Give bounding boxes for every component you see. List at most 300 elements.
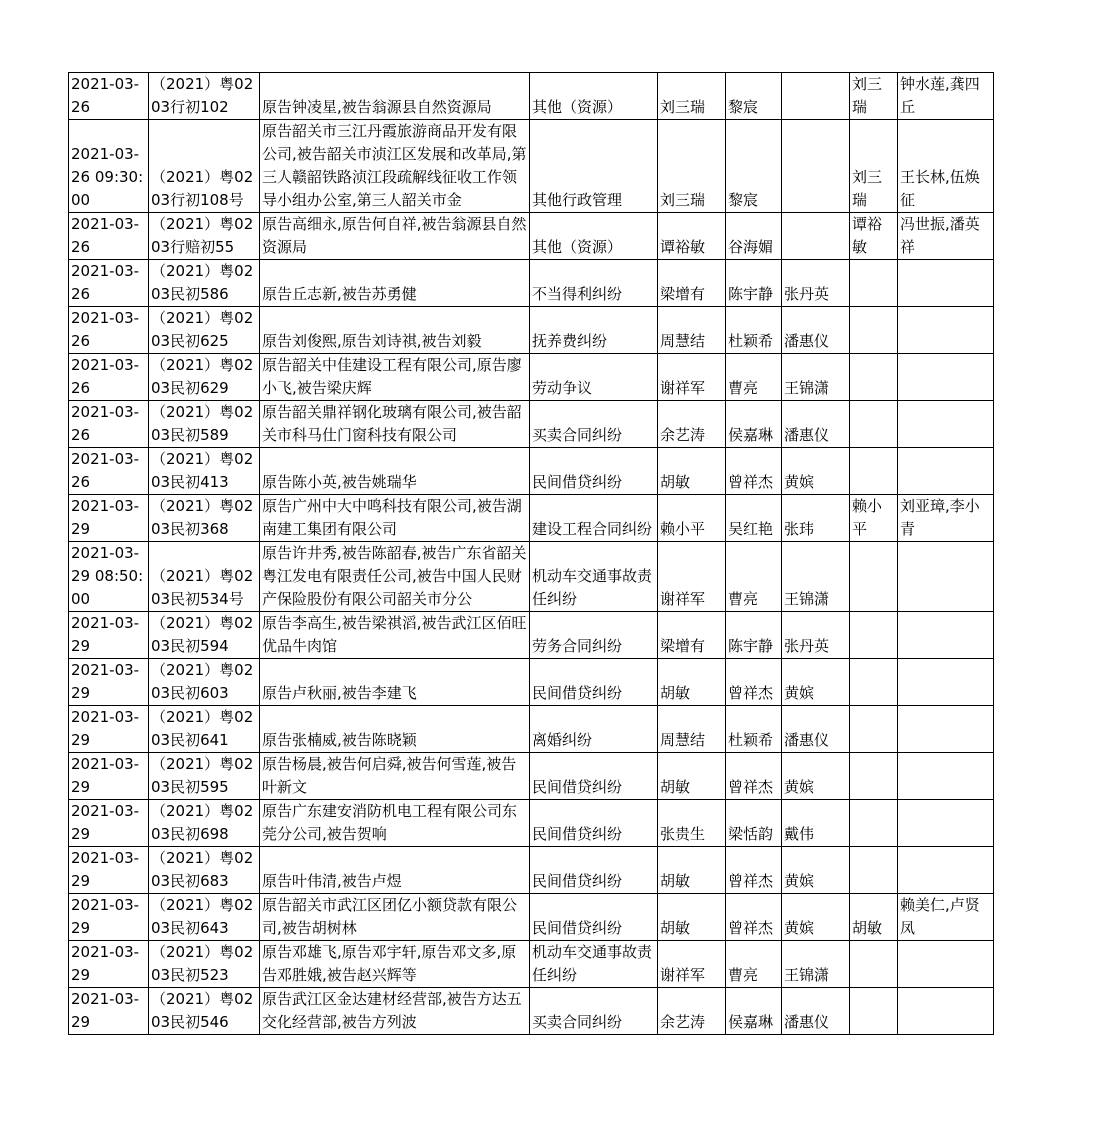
cause-cell xyxy=(530,260,658,307)
presiding-cell xyxy=(850,120,898,213)
cause-cell xyxy=(530,401,658,448)
judge-cell xyxy=(658,800,726,847)
juror1-cell xyxy=(726,800,782,847)
juror1-cell xyxy=(726,847,782,894)
judge-cell xyxy=(658,847,726,894)
date-text: 2021-03-26 xyxy=(71,356,140,397)
date-text: 2021-03-26 xyxy=(71,215,140,256)
judge-cell xyxy=(658,213,726,260)
juror1-text: 曹亮 xyxy=(728,590,759,608)
juror1-cell xyxy=(726,448,782,495)
date-text: 2021-03-26 xyxy=(71,75,140,116)
cause-cell xyxy=(530,612,658,659)
parties-text: 原告钟凌星,被告翁源县自然资源局 xyxy=(262,98,492,116)
presiding-cell xyxy=(850,612,898,659)
case-number-cell xyxy=(149,354,260,401)
cause-cell xyxy=(530,706,658,753)
date-text: 2021-03-26 xyxy=(71,309,140,350)
case-number-cell xyxy=(149,213,260,260)
juror2-text: 黄嫔 xyxy=(784,473,815,491)
parties-cell xyxy=(260,894,530,941)
parties-text: 原告邓雄飞,原告邓宇轩,原告邓文多,原告邓胜娥,被告赵兴辉等 xyxy=(262,943,517,984)
table-row xyxy=(69,401,994,448)
clerk-cell xyxy=(898,847,994,894)
parties-cell xyxy=(260,753,530,800)
cause-cell xyxy=(530,448,658,495)
juror1-text: 黎宸 xyxy=(728,191,759,209)
judge-text: 胡敏 xyxy=(660,473,691,491)
cause-cell xyxy=(530,495,658,542)
juror1-text: 陈宇静 xyxy=(728,285,774,303)
case-number-text: （2021）粤0203民初586 xyxy=(151,262,254,303)
judge-cell xyxy=(658,354,726,401)
cause-cell xyxy=(530,307,658,354)
court-schedule-table xyxy=(68,72,994,1035)
cause-text: 买卖合同纠纷 xyxy=(532,426,623,444)
parties-cell xyxy=(260,847,530,894)
cause-text: 机动车交通事故责任纠纷 xyxy=(532,567,653,608)
presiding-text: 胡敏 xyxy=(852,919,883,937)
clerk-cell xyxy=(898,213,994,260)
clerk-cell xyxy=(898,448,994,495)
judge-text: 谢祥军 xyxy=(660,590,706,608)
presiding-cell xyxy=(850,448,898,495)
cause-text: 民间借贷纠纷 xyxy=(532,778,623,796)
cause-cell xyxy=(530,753,658,800)
parties-text: 原告刘俊熙,原告刘诗祺,被告刘毅 xyxy=(262,332,482,350)
juror2-cell xyxy=(782,354,850,401)
date-cell xyxy=(69,354,149,401)
case-number-cell xyxy=(149,659,260,706)
date-text: 2021-03-29 xyxy=(71,497,140,538)
parties-cell xyxy=(260,73,530,120)
presiding-cell xyxy=(850,800,898,847)
judge-text: 周慧结 xyxy=(660,731,706,749)
clerk-cell xyxy=(898,495,994,542)
parties-text: 原告韶关市武江区团亿小额贷款有限公司,被告胡树林 xyxy=(262,896,518,937)
juror2-cell xyxy=(782,448,850,495)
juror2-cell xyxy=(782,847,850,894)
parties-cell xyxy=(260,659,530,706)
case-number-cell xyxy=(149,307,260,354)
judge-text: 赖小平 xyxy=(660,520,706,538)
juror2-cell xyxy=(782,120,850,213)
date-cell xyxy=(69,659,149,706)
table-body xyxy=(69,73,994,1035)
judge-text: 谭裕敏 xyxy=(660,238,706,256)
cause-text: 其他（资源） xyxy=(532,238,623,256)
juror2-text: 潘惠仪 xyxy=(784,426,830,444)
parties-cell xyxy=(260,213,530,260)
juror1-text: 曹亮 xyxy=(728,379,759,397)
juror1-cell xyxy=(726,354,782,401)
judge-text: 余艺涛 xyxy=(660,426,706,444)
case-number-cell xyxy=(149,847,260,894)
judge-text: 刘三瑞 xyxy=(660,191,706,209)
juror2-text: 黄嫔 xyxy=(784,684,815,702)
juror1-cell xyxy=(726,307,782,354)
cause-text: 其他（资源） xyxy=(532,98,623,116)
clerk-cell xyxy=(898,260,994,307)
parties-text: 原告叶伟清,被告卢煜 xyxy=(262,872,402,890)
date-text: 2021-03-26 09:30:00 xyxy=(71,145,144,209)
case-number-cell xyxy=(149,401,260,448)
cause-text: 不当得利纠纷 xyxy=(532,285,623,303)
judge-cell xyxy=(658,307,726,354)
cause-text: 抚养费纠纷 xyxy=(532,332,608,350)
case-number-text: （2021）粤0203民初629 xyxy=(151,356,254,397)
parties-text: 原告陈小英,被告姚瑞华 xyxy=(262,473,417,491)
cause-text: 民间借贷纠纷 xyxy=(532,684,623,702)
juror1-text: 曹亮 xyxy=(728,966,759,984)
parties-cell xyxy=(260,941,530,988)
date-cell xyxy=(69,847,149,894)
table-row xyxy=(69,847,994,894)
clerk-cell xyxy=(898,988,994,1035)
date-cell xyxy=(69,73,149,120)
table-row xyxy=(69,988,994,1035)
juror2-text: 张玮 xyxy=(784,520,815,538)
date-cell xyxy=(69,542,149,612)
judge-text: 谢祥军 xyxy=(660,966,706,984)
case-number-cell xyxy=(149,800,260,847)
cause-cell xyxy=(530,894,658,941)
table-row xyxy=(69,542,994,612)
case-number-cell xyxy=(149,260,260,307)
date-cell xyxy=(69,988,149,1035)
clerk-cell xyxy=(898,354,994,401)
table-row xyxy=(69,213,994,260)
date-cell xyxy=(69,260,149,307)
cause-text: 劳动争议 xyxy=(532,379,593,397)
parties-cell xyxy=(260,988,530,1035)
presiding-cell xyxy=(850,894,898,941)
cause-text: 建设工程合同纠纷 xyxy=(532,520,653,538)
juror2-cell xyxy=(782,894,850,941)
cause-cell xyxy=(530,354,658,401)
judge-text: 周慧结 xyxy=(660,332,706,350)
juror1-cell xyxy=(726,213,782,260)
juror2-cell xyxy=(782,495,850,542)
table-row xyxy=(69,495,994,542)
date-text: 2021-03-29 08:50:00 xyxy=(71,544,144,608)
judge-cell xyxy=(658,120,726,213)
parties-cell xyxy=(260,800,530,847)
juror1-cell xyxy=(726,988,782,1035)
parties-text: 原告韶关中佳建设工程有限公司,原告廖小飞,被告梁庆辉 xyxy=(262,356,522,397)
date-text: 2021-03-29 xyxy=(71,755,140,796)
judge-text: 梁增有 xyxy=(660,637,706,655)
juror2-text: 潘惠仪 xyxy=(784,731,830,749)
cause-text: 民间借贷纠纷 xyxy=(532,825,623,843)
juror1-cell xyxy=(726,495,782,542)
parties-text: 原告卢秋丽,被告李建飞 xyxy=(262,684,417,702)
cause-text: 离婚纠纷 xyxy=(532,731,593,749)
date-cell xyxy=(69,495,149,542)
clerk-cell xyxy=(898,659,994,706)
case-number-cell xyxy=(149,753,260,800)
juror2-text: 王锦潇 xyxy=(784,966,830,984)
case-number-text: （2021）粤0203民初594 xyxy=(151,614,254,655)
date-cell xyxy=(69,753,149,800)
judge-cell xyxy=(658,706,726,753)
judge-text: 刘三瑞 xyxy=(660,98,706,116)
cause-text: 民间借贷纠纷 xyxy=(532,872,623,890)
juror2-text: 黄嫔 xyxy=(784,778,815,796)
juror2-cell xyxy=(782,307,850,354)
juror2-cell xyxy=(782,706,850,753)
parties-cell xyxy=(260,354,530,401)
juror1-text: 杜颖希 xyxy=(728,332,774,350)
case-number-cell xyxy=(149,495,260,542)
juror1-cell xyxy=(726,73,782,120)
parties-cell xyxy=(260,260,530,307)
parties-cell xyxy=(260,448,530,495)
juror2-text: 张丹英 xyxy=(784,285,830,303)
table-row xyxy=(69,307,994,354)
judge-text: 余艺涛 xyxy=(660,1013,706,1031)
table-row xyxy=(69,659,994,706)
parties-text: 原告李高生,被告梁祺滔,被告武江区佰旺优品牛肉馆 xyxy=(262,614,527,655)
case-number-cell xyxy=(149,448,260,495)
judge-cell xyxy=(658,941,726,988)
presiding-cell xyxy=(850,213,898,260)
cause-cell xyxy=(530,659,658,706)
case-number-text: （2021）粤0203行初102 xyxy=(151,75,254,116)
presiding-cell xyxy=(850,73,898,120)
presiding-cell xyxy=(850,706,898,753)
table-row xyxy=(69,73,994,120)
table-row xyxy=(69,448,994,495)
judge-text: 梁增有 xyxy=(660,285,706,303)
case-number-cell xyxy=(149,941,260,988)
cause-text: 其他行政管理 xyxy=(532,191,623,209)
judge-cell xyxy=(658,260,726,307)
date-cell xyxy=(69,706,149,753)
date-text: 2021-03-29 xyxy=(71,943,140,984)
parties-text: 原告丘志新,被告苏勇健 xyxy=(262,285,417,303)
clerk-cell xyxy=(898,800,994,847)
juror1-cell xyxy=(726,706,782,753)
table-row xyxy=(69,354,994,401)
case-number-cell xyxy=(149,988,260,1035)
cause-cell xyxy=(530,120,658,213)
case-number-text: （2021）粤0203民初625 xyxy=(151,309,254,350)
parties-text: 原告韶关鼎祥钢化玻璃有限公司,被告韶关市科马仕门窗科技有限公司 xyxy=(262,403,522,444)
presiding-cell xyxy=(850,753,898,800)
judge-cell xyxy=(658,659,726,706)
juror2-text: 黄嫔 xyxy=(784,919,815,937)
cause-cell xyxy=(530,213,658,260)
date-text: 2021-03-29 xyxy=(71,990,140,1031)
cause-text: 买卖合同纠纷 xyxy=(532,1013,623,1031)
juror2-text: 潘惠仪 xyxy=(784,1013,830,1031)
cause-text: 民间借贷纠纷 xyxy=(532,473,623,491)
cause-cell xyxy=(530,542,658,612)
juror2-cell xyxy=(782,659,850,706)
presiding-text: 赖小平 xyxy=(852,497,883,538)
juror1-cell xyxy=(726,941,782,988)
judge-cell xyxy=(658,542,726,612)
case-number-text: （2021）粤0203民初698 xyxy=(151,802,254,843)
presiding-cell xyxy=(850,401,898,448)
parties-text: 原告韶关市三江丹霞旅游商品开发有限公司,被告韶关市浈江区发展和改革局,第三人赣韶铁路浈江段疏解线征收工作领导小组办公室,第三人韶关市金 xyxy=(262,122,527,209)
date-text: 2021-03-26 xyxy=(71,450,140,491)
juror1-text: 梁恬韵 xyxy=(728,825,774,843)
clerk-cell xyxy=(898,706,994,753)
case-number-text: （2021）粤0203民初413 xyxy=(151,450,254,491)
case-number-cell xyxy=(149,706,260,753)
date-cell xyxy=(69,120,149,213)
case-number-cell xyxy=(149,894,260,941)
juror1-cell xyxy=(726,894,782,941)
judge-text: 谢祥军 xyxy=(660,379,706,397)
cause-cell xyxy=(530,941,658,988)
date-text: 2021-03-29 xyxy=(71,708,140,749)
table-row xyxy=(69,706,994,753)
juror1-text: 曾祥杰 xyxy=(728,919,774,937)
juror2-cell xyxy=(782,260,850,307)
table-row xyxy=(69,612,994,659)
case-number-text: （2021）粤0203民初641 xyxy=(151,708,254,749)
presiding-cell xyxy=(850,542,898,612)
juror2-text: 戴伟 xyxy=(784,825,815,843)
parties-cell xyxy=(260,495,530,542)
juror1-cell xyxy=(726,753,782,800)
juror1-text: 陈宇静 xyxy=(728,637,774,655)
date-cell xyxy=(69,941,149,988)
judge-cell xyxy=(658,401,726,448)
judge-cell xyxy=(658,495,726,542)
clerk-text: 钟水莲,龚四丘 xyxy=(900,75,980,116)
juror2-cell xyxy=(782,988,850,1035)
juror2-cell xyxy=(782,753,850,800)
judge-text: 张贵生 xyxy=(660,825,706,843)
presiding-text: 刘三瑞 xyxy=(852,75,883,116)
date-cell xyxy=(69,448,149,495)
table-row xyxy=(69,260,994,307)
judge-text: 胡敏 xyxy=(660,872,691,890)
juror1-text: 曾祥杰 xyxy=(728,778,774,796)
juror1-cell xyxy=(726,659,782,706)
clerk-cell xyxy=(898,542,994,612)
cause-cell xyxy=(530,800,658,847)
clerk-cell xyxy=(898,120,994,213)
parties-cell xyxy=(260,612,530,659)
juror2-text: 张丹英 xyxy=(784,637,830,655)
juror2-cell xyxy=(782,612,850,659)
presiding-cell xyxy=(850,941,898,988)
clerk-cell xyxy=(898,941,994,988)
presiding-cell xyxy=(850,988,898,1035)
judge-cell xyxy=(658,753,726,800)
clerk-cell xyxy=(898,612,994,659)
cause-cell xyxy=(530,988,658,1035)
juror1-text: 曾祥杰 xyxy=(728,473,774,491)
date-cell xyxy=(69,800,149,847)
cause-cell xyxy=(530,73,658,120)
clerk-cell xyxy=(898,894,994,941)
cause-cell xyxy=(530,847,658,894)
juror1-cell xyxy=(726,542,782,612)
parties-text: 原告广州中大中鸣科技有限公司,被告湖南建工集团有限公司 xyxy=(262,497,522,538)
case-number-text: （2021）粤0203民初589 xyxy=(151,403,254,444)
judge-cell xyxy=(658,894,726,941)
date-text: 2021-03-29 xyxy=(71,614,140,655)
parties-cell xyxy=(260,120,530,213)
clerk-cell xyxy=(898,307,994,354)
juror2-cell xyxy=(782,941,850,988)
case-number-cell xyxy=(149,612,260,659)
table-row xyxy=(69,753,994,800)
presiding-cell xyxy=(850,495,898,542)
parties-cell xyxy=(260,307,530,354)
juror1-text: 谷海媚 xyxy=(728,238,774,256)
juror2-text: 王锦潇 xyxy=(784,379,830,397)
clerk-cell xyxy=(898,73,994,120)
case-number-cell xyxy=(149,73,260,120)
cause-text: 机动车交通事故责任纠纷 xyxy=(532,943,653,984)
case-number-text: （2021）粤0203民初595 xyxy=(151,755,254,796)
case-number-cell xyxy=(149,120,260,213)
juror2-cell xyxy=(782,800,850,847)
date-cell xyxy=(69,401,149,448)
juror1-text: 侯嘉琳 xyxy=(728,426,774,444)
juror1-text: 吴红艳 xyxy=(728,520,774,538)
judge-text: 胡敏 xyxy=(660,919,691,937)
juror2-cell xyxy=(782,213,850,260)
presiding-cell xyxy=(850,307,898,354)
juror1-cell xyxy=(726,612,782,659)
cause-text: 劳务合同纠纷 xyxy=(532,637,623,655)
date-text: 2021-03-26 xyxy=(71,262,140,303)
clerk-text: 赖美仁,卢贤凤 xyxy=(900,896,980,937)
clerk-text: 冯世振,潘英祥 xyxy=(900,215,980,256)
parties-cell xyxy=(260,542,530,612)
case-number-text: （2021）粤0203民初603 xyxy=(151,661,254,702)
juror2-text: 潘惠仪 xyxy=(784,332,830,350)
cause-text: 民间借贷纠纷 xyxy=(532,919,623,937)
juror1-text: 侯嘉琳 xyxy=(728,1013,774,1031)
judge-cell xyxy=(658,73,726,120)
date-text: 2021-03-26 xyxy=(71,403,140,444)
table-row xyxy=(69,941,994,988)
case-number-text: （2021）粤0203民初523 xyxy=(151,943,254,984)
clerk-cell xyxy=(898,401,994,448)
date-text: 2021-03-29 xyxy=(71,896,140,937)
parties-text: 原告广东建安消防机电工程有限公司东莞分公司,被告贺响 xyxy=(262,802,518,843)
case-number-cell xyxy=(149,542,260,612)
case-number-text: （2021）粤0203行赔初55 xyxy=(151,215,254,256)
juror1-cell xyxy=(726,120,782,213)
parties-cell xyxy=(260,401,530,448)
parties-text: 原告张楠威,被告陈晓颖 xyxy=(262,731,417,749)
case-number-text: （2021）粤0203民初368 xyxy=(151,497,254,538)
presiding-cell xyxy=(850,354,898,401)
juror1-cell xyxy=(726,401,782,448)
parties-text: 原告高细永,原告何自祥,被告翁源县自然资源局 xyxy=(262,215,527,256)
parties-text: 原告杨晨,被告何启舜,被告何雪莲,被告叶新文 xyxy=(262,755,517,796)
parties-text: 原告许井秀,被告陈韶春,被告广东省韶关粤江发电有限责任公司,被告中国人民财产保险股份有限公司韶关市分公 xyxy=(262,544,527,608)
juror2-cell xyxy=(782,73,850,120)
judge-text: 胡敏 xyxy=(660,778,691,796)
date-text: 2021-03-29 xyxy=(71,802,140,843)
presiding-cell xyxy=(850,847,898,894)
date-cell xyxy=(69,612,149,659)
presiding-text: 谭裕敏 xyxy=(852,215,883,256)
table-row xyxy=(69,120,994,213)
clerk-text: 刘亚璋,李小青 xyxy=(900,497,980,538)
